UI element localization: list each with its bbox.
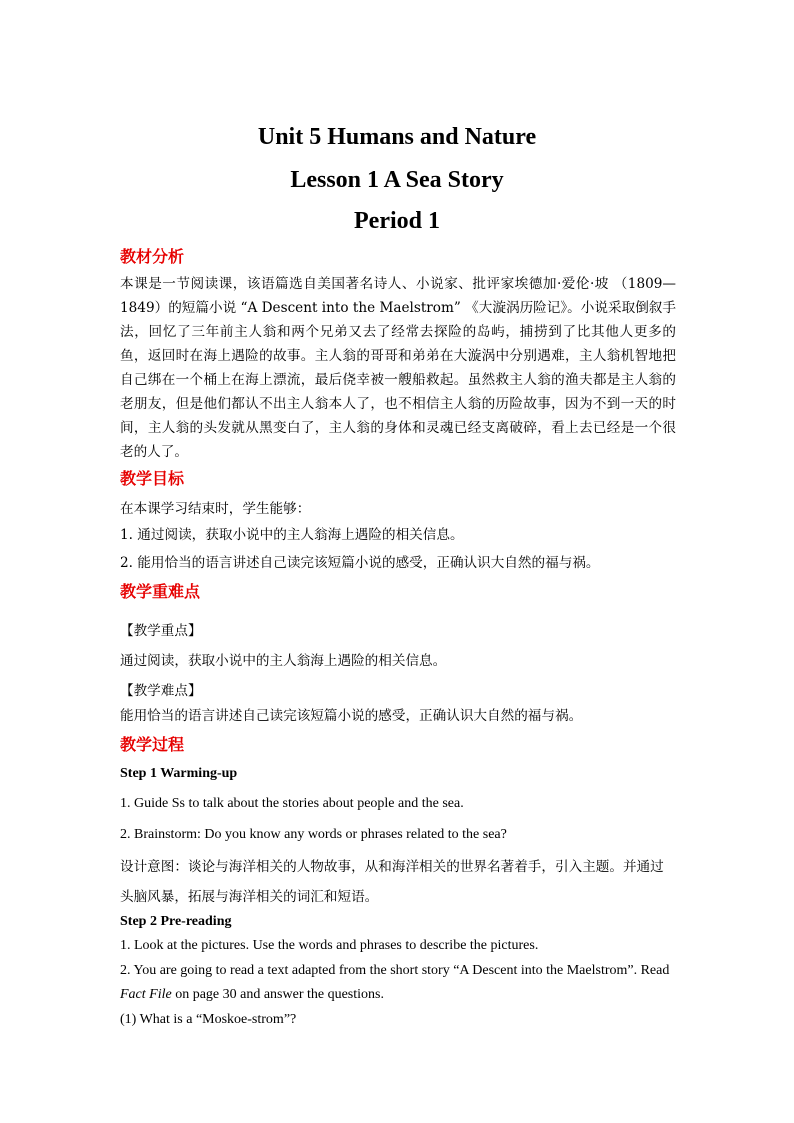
objective-item-2: 2. 能用恰当的语言讲述自己读完该短篇小说的感受，正确认识大自然的福与祸。 — [120, 555, 600, 571]
step1-item-2: 2. Brainstorm: Do you know any words or phrases related to the sea? — [120, 827, 507, 842]
step2-item-1: 1. Look at the pictures. Use the words and phrases to describe the pictures. — [120, 938, 539, 953]
step2-item-2-rest: on page 30 and answer the questions. — [171, 987, 384, 1002]
step1-title: Step 1 Warming-up — [120, 766, 238, 781]
fact-file-text: Fact File — [120, 987, 172, 1002]
analysis-heading: 教材分析 — [120, 247, 185, 266]
step1-design-line-1: 设计意图：谈论与海洋相关的人物故事，从和海洋相关的世界名著着手，引入主题。并通过 — [120, 859, 664, 875]
step2-item-2-line-1: 2. You are going to read a text adapted from the short story “A Descent into the Maelstrom”. Read — [120, 963, 670, 978]
key-points-heading: 教学重难点 — [120, 582, 201, 601]
period-title: Period 1 — [354, 208, 440, 234]
step2-question-1: (1) What is a “Moskoe-strom”? — [120, 1012, 297, 1027]
objective-item-1: 1. 通过阅读，获取小说中的主人翁海上遇险的相关信息。 — [120, 527, 464, 543]
difficulty-label: 【教学难点】 — [120, 683, 202, 699]
step2-item-2-line-2 — [120, 984, 676, 1006]
objectives-heading: 教学目标 — [120, 469, 185, 488]
lesson-title: Lesson 1 A Sea Story — [290, 167, 504, 193]
process-heading: 教学过程 — [120, 735, 185, 754]
step1-design-line-2: 头脑风暴，拓展与海洋相关的词汇和短语。 — [120, 889, 379, 905]
objectives-intro: 在本课学习结束时，学生能够： — [120, 501, 311, 517]
unit-title: Unit 5 Humans and Nature — [257, 124, 537, 150]
difficulty-text: 能用恰当的语言讲述自己读完该短篇小说的感受，正确认识大自然的福与祸。 — [120, 708, 583, 724]
focus-text: 通过阅读，获取小说中的主人翁海上遇险的相关信息。 — [120, 653, 447, 669]
step1-item-1: 1. Guide Ss to talk about the stories about people and the sea. — [120, 796, 464, 811]
step2-title: Step 2 Pre-reading — [120, 914, 232, 929]
focus-label: 【教学重点】 — [120, 623, 202, 639]
analysis-paragraph: 本课是一节阅读课，该语篇选自美国著名诗人、小说家、批评家埃德加·爱伦·坡 （1809—1849）的短篇小说 “A Descent into the Maelstrom” 《大漩涡历险记》。小说采取倒叙手法，回忆了三年前主人翁和两个兄弟又去了经常去探险的岛屿，捕捞到了比其他人更多的鱼，返回时在海上遇险的故事。主人翁的哥哥和弟弟在大漩涡中分别遇难，主人翁机智地把自己绑在一个桶上在海上漂流，最后侥幸被一艘船救起。虽然救主人翁的渔夫都是主人翁的老朋友，但是他们都认不出主人翁本人了，也不相信主人翁的历险故事，因为不到一天的时间，主人翁的头发就从黑变白了，主人翁的身体和灵魂已经支离破碎，看上去已经是一个很老的人了。 — [120, 276, 676, 460]
